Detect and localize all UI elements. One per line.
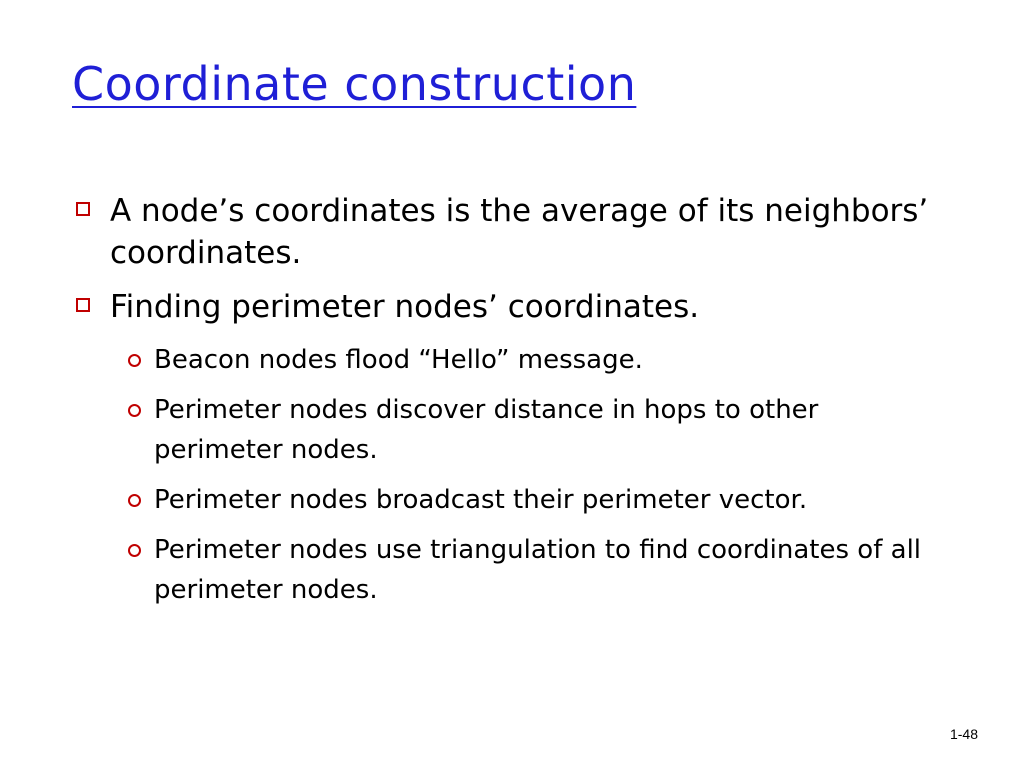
- bullet-item: [74, 286, 954, 328]
- bullet-text: Finding perimeter nodes’ coordinates.: [110, 289, 700, 325]
- sub-bullet-list: [74, 340, 954, 610]
- sub-bullet-item: [118, 530, 954, 610]
- square-bullet-icon: [76, 298, 90, 312]
- square-bullet-icon: [76, 202, 90, 216]
- circle-bullet-icon: [128, 544, 141, 557]
- sub-bullet-text: Perimeter nodes use triangulation to find coordinates of all perimeter nodes.: [154, 535, 922, 605]
- sub-bullet-item: [118, 340, 954, 380]
- bullet-item: [74, 190, 954, 274]
- sub-bullet-item: [118, 480, 954, 520]
- sub-bullet-text: Perimeter nodes broadcast their perimeter vector.: [154, 485, 808, 515]
- bullet-text: A node’s coordinates is the average of its neighbors’ coordinates.: [110, 193, 929, 271]
- sub-bullet-item: [118, 390, 954, 470]
- slide-number: 1-48: [949, 726, 978, 742]
- circle-bullet-icon: [128, 354, 141, 367]
- circle-bullet-icon: [128, 494, 141, 507]
- sub-bullet-text: Beacon nodes flood “Hello” message.: [154, 345, 643, 375]
- sub-bullet-text: Perimeter nodes discover distance in hops to other perimeter nodes.: [154, 395, 819, 465]
- sub-bullet-group: [74, 340, 954, 610]
- circle-bullet-icon: [128, 404, 141, 417]
- bullet-list: [74, 190, 954, 620]
- slide-title: Coordinate construction: [72, 57, 637, 111]
